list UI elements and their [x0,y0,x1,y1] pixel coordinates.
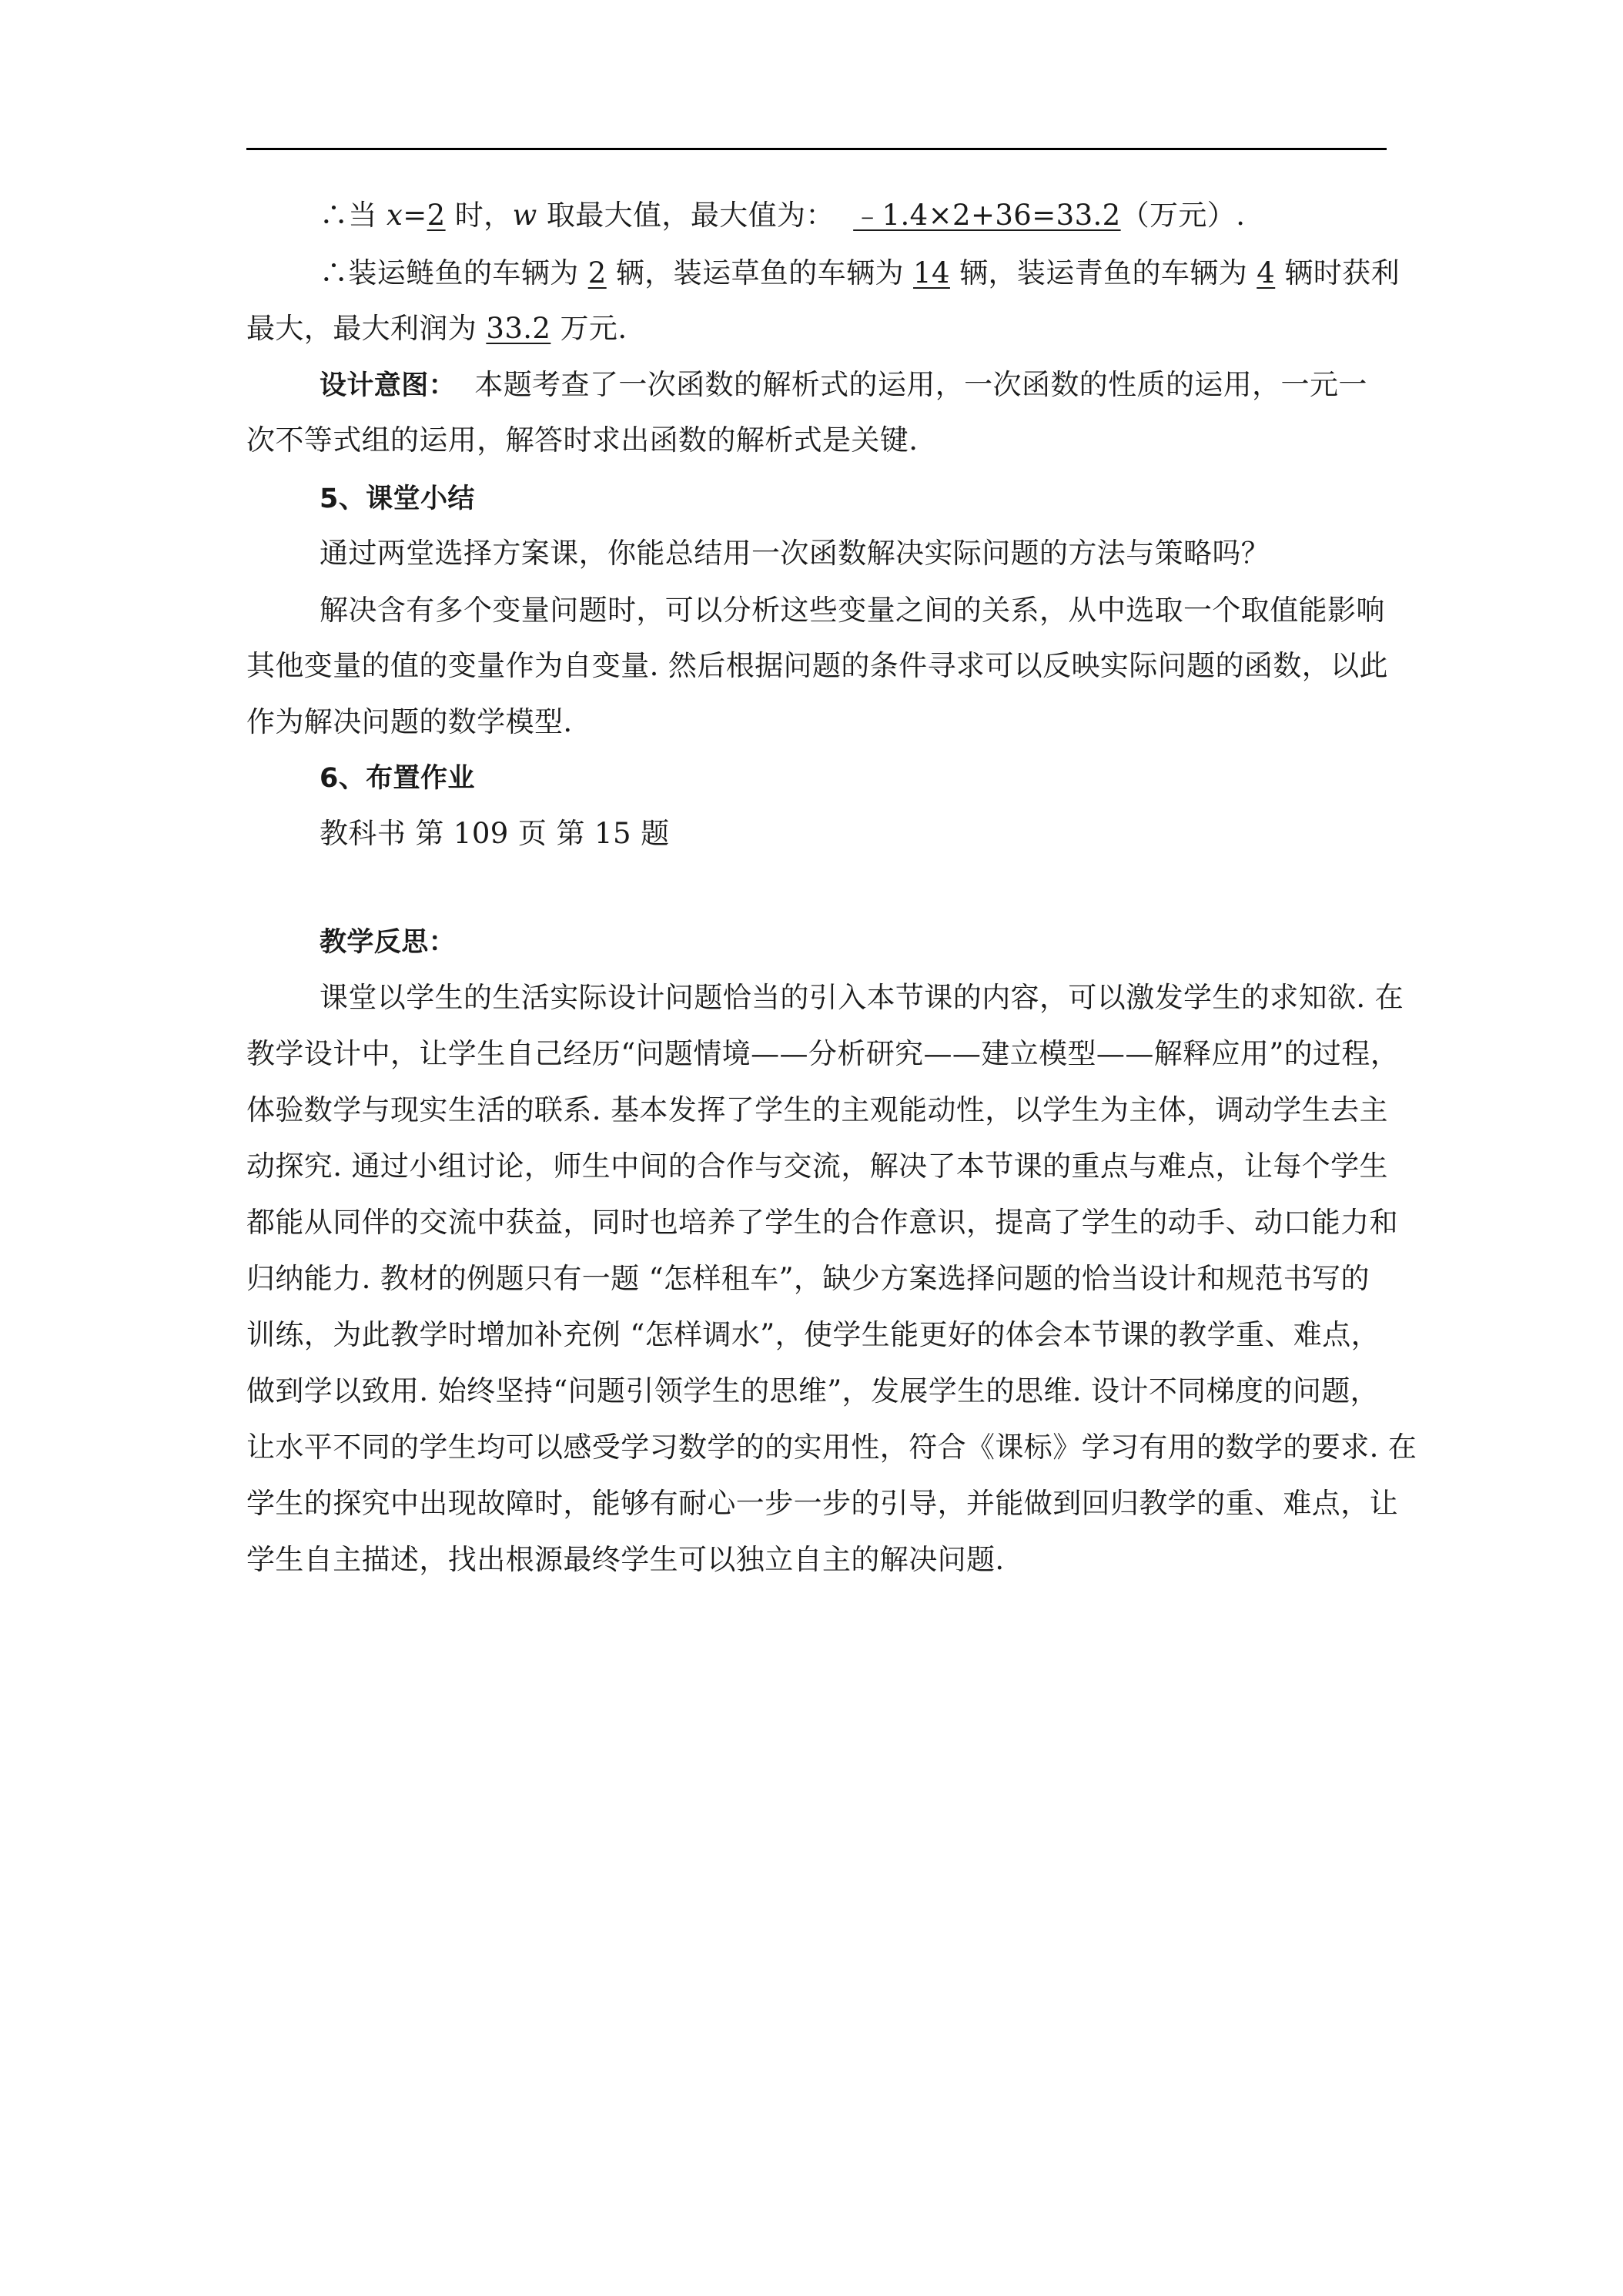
text-segment: （万元）. [1120,199,1246,232]
variable-x: x [386,199,403,232]
reflection-line: 让水平不同的学生均可以感受学习数学的的实用性，符合《课标》学习有用的数学的要求. 在 [246,1431,1417,1464]
grass-carp-vehicles: 14 [913,256,950,290]
text-segment: 时， [445,199,513,232]
reflection-heading: 教学反思： [320,927,457,958]
reflection-line: 学生自主描述，找出根源最终学生可以独立自主的解决问题. [246,1543,1005,1576]
reflection-line: 学生的探究中出现故障时，能够有耐心一步一步的引导，并能做到回归教学的重、难点，让 [246,1487,1398,1520]
summary-answer-line-1: 解决含有多个变量问题时，可以分析这些变量之间的关系，从中选取一个取值能影响 [320,594,1385,627]
max-value-line [320,199,1397,233]
reflection-line: 做到学以致用. 始终坚持“问题引领学生的思维”，发展学生的思维. 设计不同梯度的问题， [246,1374,1380,1407]
reflection-line: 教学设计中，让学生自己经历“问题情境——分析研究——建立模型——解释应用”的过程， [246,1037,1400,1070]
design-intent-label: 设计意图： [320,370,457,401]
max-profit-value: 33.2 [486,312,551,345]
reflection-line: 课堂以学生的生活实际设计问题恰当的引入本节课的内容，可以激发学生的求知欲. 在 [320,981,1404,1014]
reflection-line: 都能从同伴的交流中获益，同时也培养了学生的合作意识，提高了学生的动手、动口能力和 [246,1206,1398,1239]
text-segment: 最大，最大利润为 [246,312,487,345]
design-intent-line-1 [320,368,1397,403]
header-rule [246,148,1387,150]
text-segment: 辆，装运青鱼的车辆为 [949,256,1257,290]
text-segment: 取最大值，最大值为： [537,199,835,232]
summary-question: 通过两堂选择方案课，你能总结用一次函数解决实际问题的方法与策略吗？ [320,537,1270,570]
text-segment: ∴当 [320,199,387,232]
vehicle-allocation-line-1 [320,256,1400,290]
section-heading-summary: 5、课堂小结 [320,484,475,514]
design-intent-line-2 [246,423,1394,457]
x-value-answer: 2 [427,199,446,232]
text-segment: 万元. [550,312,627,345]
vehicle-allocation-line-2 [246,312,1394,346]
reflection-line: 训练，为此教学时增加补充例 “怎样调水”，使学生能更好的体会本节课的教学重、难点， [246,1318,1380,1351]
section-heading-homework: 6、布置作业 [320,763,475,794]
text-segment: ∴装运鲢鱼的车辆为 [320,256,588,290]
variable-w: w [512,199,537,232]
summary-answer-line-2: 其他变量的值的变量作为自变量. 然后根据问题的条件寻求可以反映实际问题的函数，以此 [246,649,1388,682]
reflection-line: 动探究. 通过小组讨论，师生中间的合作与交流，解决了本节课的重点与难点，让每个学生 [246,1150,1388,1183]
summary-answer-line-3: 作为解决问题的数学模型. [246,705,573,738]
reflection-line: 归纳能力. 教材的例题只有一题 “怎样租车”，缺少方案选择问题的恰当设计和规范书写的 [246,1262,1370,1295]
design-intent-text: 本题考查了一次函数的解析式的运用，一次函数的性质的运用，一元一 [474,368,1367,401]
text-segment: = [403,199,427,232]
silver-carp-vehicles: 2 [587,256,607,290]
text-segment: 辆，装运草鱼的车辆为 [606,256,914,290]
max-value-expression: ﹣1.4×2+36=33.2 [853,199,1121,232]
design-intent-text: 次不等式组的运用，解答时求出函数的解析式是关键. [246,423,919,457]
reflection-line: 体验数学与现实生活的联系. 基本发挥了学生的主观能动性，以学生为主体，调动学生去主 [246,1093,1388,1126]
black-carp-vehicles: 4 [1257,256,1276,290]
text-segment: 辆时获利 [1275,256,1400,290]
homework-text: 教科书 第 109 页 第 15 题 [320,817,670,850]
